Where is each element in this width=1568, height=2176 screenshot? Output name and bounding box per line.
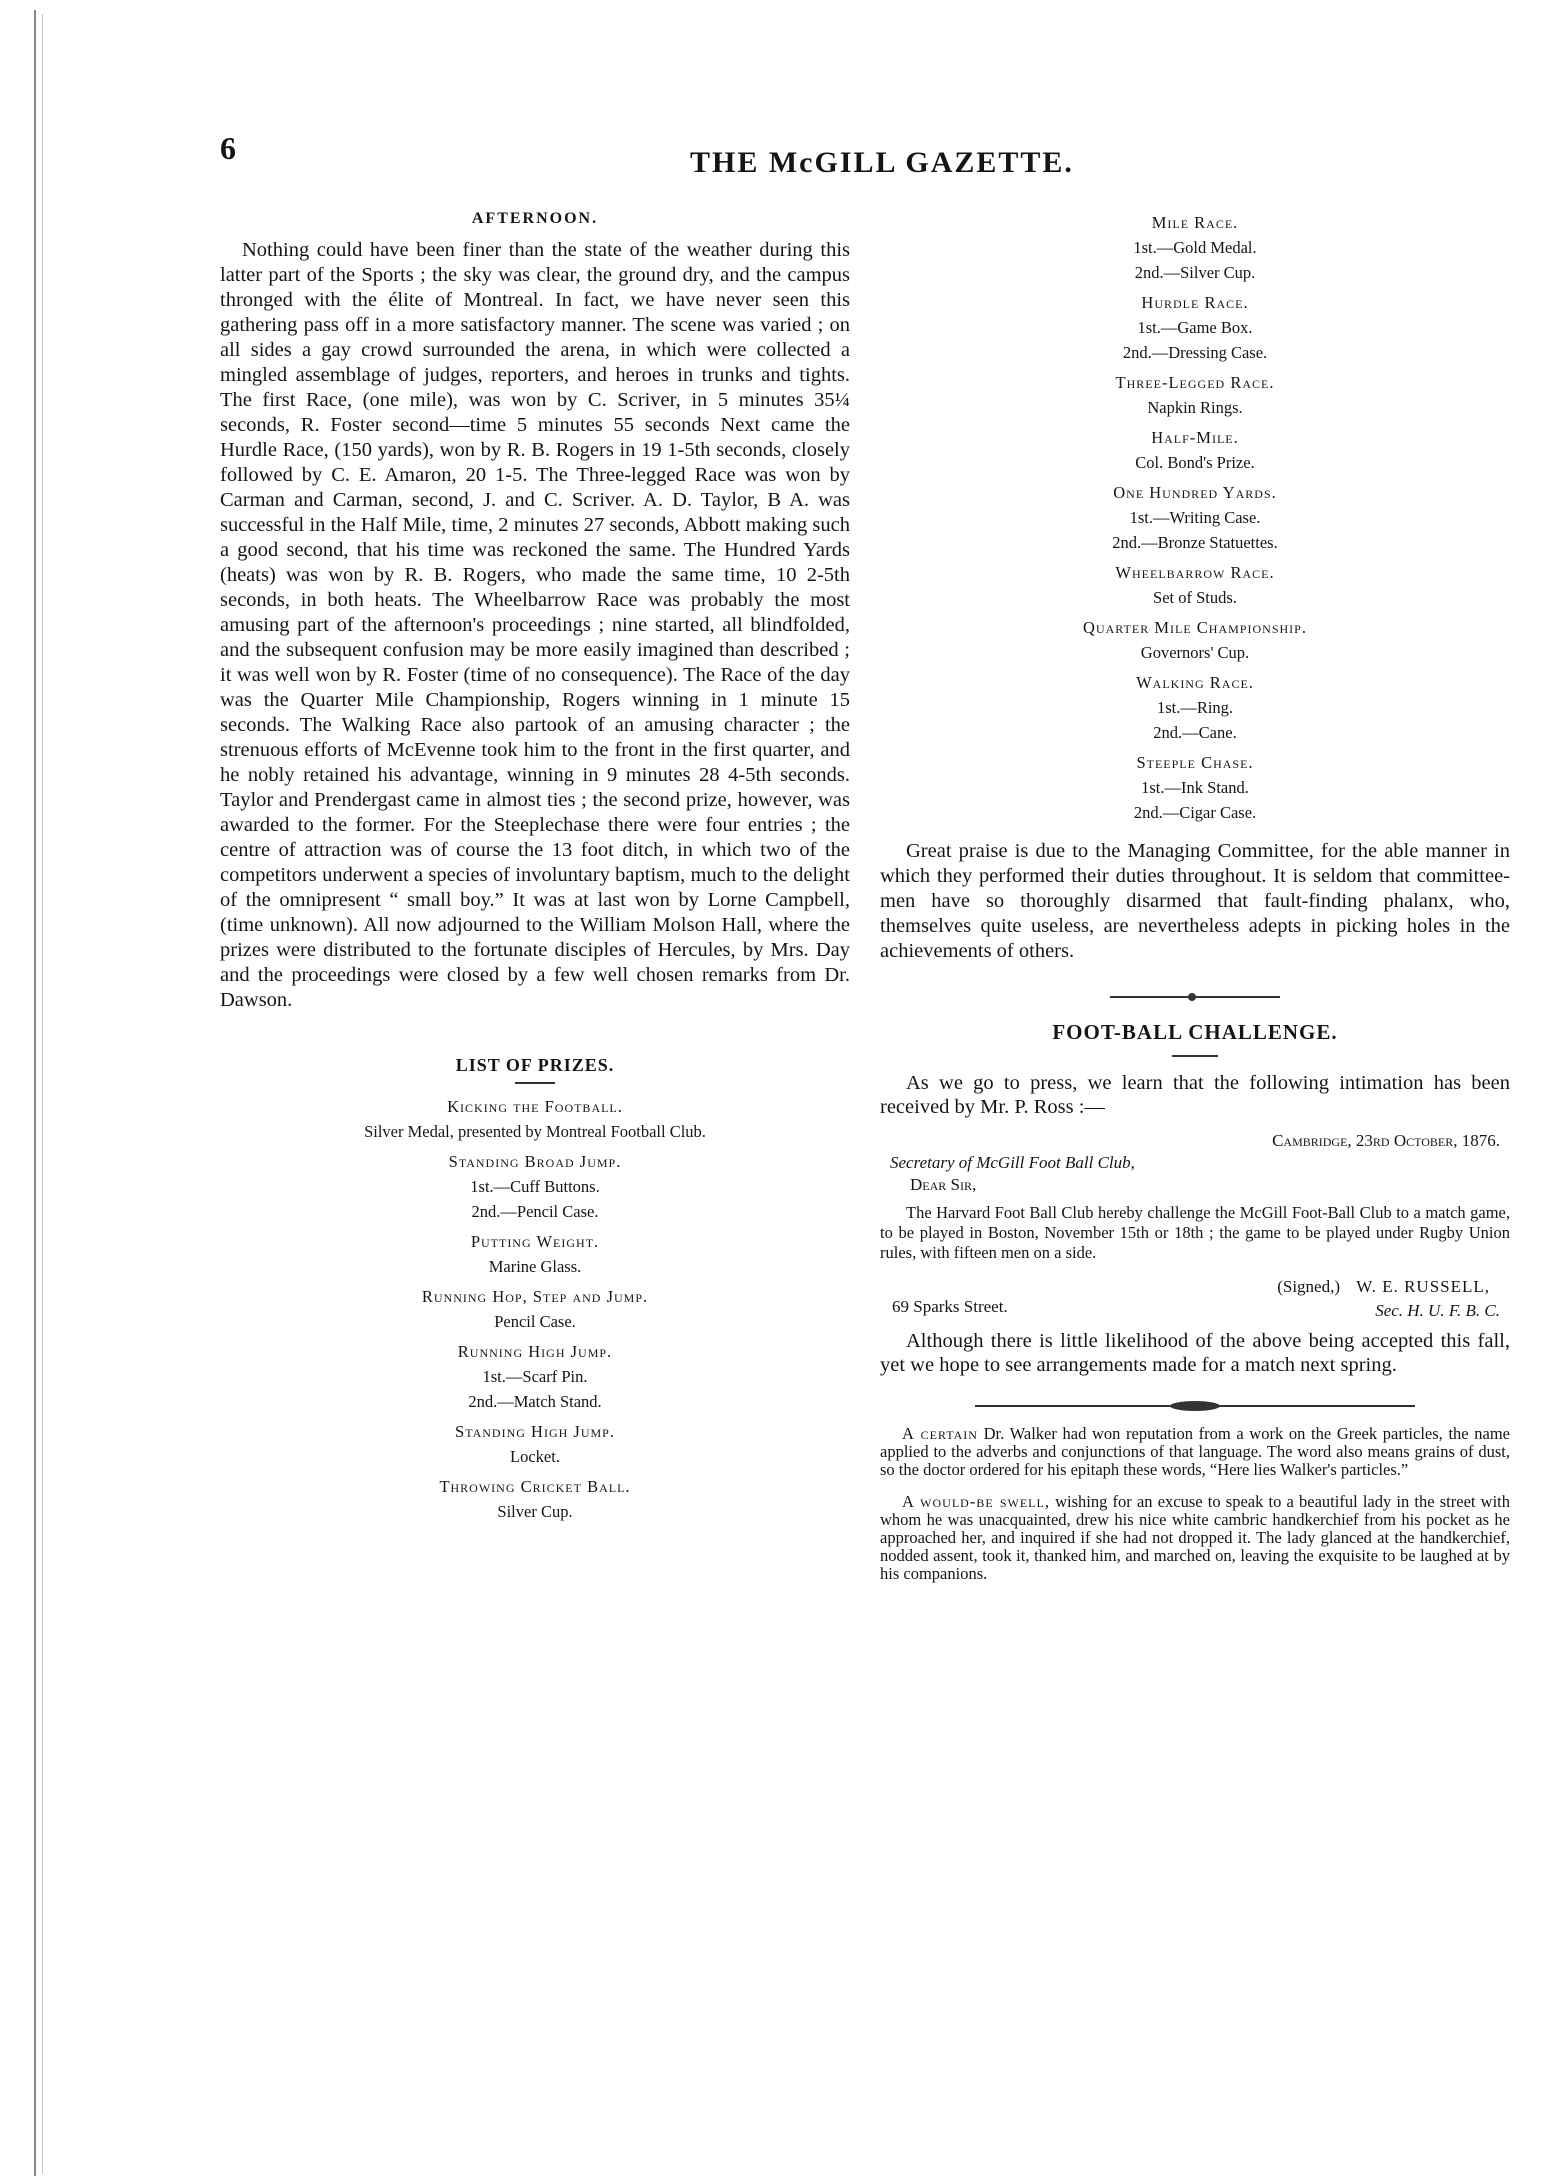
anecdote-walker [880,1425,1510,1479]
prize-item: 1st.—Writing Case. [1129,508,1261,527]
prize-list-title: LIST OF PRIZES. [455,1055,615,1075]
prize-item: Silver Cup. [497,1502,573,1521]
prize-item: Pencil Case. [494,1312,576,1331]
anecdote-text: wishing for an excuse to speak to a beautiful lady in the street with whom he was unacquainted, drew his nice white cambric handkerchief from his pocket as he approached her, and inquired if she had not dropped it. The lady glanced at the handkerchief, nodded assent, took it, thanked him, and marched on, leaving the exquisite to be laughed at by his companions. [880,1492,1510,1583]
letter-salutation: Dear Sir, [910,1175,977,1194]
football-heading: FOOT-BALL CHALLENGE. [1052,1020,1338,1044]
prize-list-rule [515,1082,555,1084]
prize-item: 1st.—Scarf Pin. [482,1367,588,1386]
prize-item: 1st.—Ring. [1156,698,1234,717]
prize-list-left [220,1096,850,1522]
section-divider [1110,996,1280,998]
prize-item: Governors' Cup. [1140,643,1250,662]
event-name: Quarter Mile Championship. [1083,618,1307,637]
event-name: Three-Legged Race. [1115,373,1275,392]
football-closing: Although there is little likelihood of the above being accepted this fall, yet we hope to see arrangements made for a match next spring. [880,1330,1510,1376]
prize-item: 2nd.—Pencil Case. [471,1202,599,1221]
divider-dot [1188,993,1196,1001]
scan-page-edge [34,10,36,2176]
event-name: Steeple Chase. [1136,753,1254,772]
signed-label: (Signed,) [1277,1277,1340,1296]
event-name: Running High Jump. [457,1342,613,1361]
anecdote-swell [880,1493,1510,1583]
committee-praise: Great praise is due to the Managing Committee, for the able manner in which they performed their duties throughout. It is seldom that committee-men have so thoroughly disarmed that fault-finding phalanx, who, themselves quite useless, are nevertheless adepts in picking holes in the achievements of others. [880,840,1510,962]
football-intro: As we go to press, we learn that the following intimation has been received by Mr. P. Ross :— [880,1072,1510,1118]
letter-body: The Harvard Foot Ball Club hereby challenge the McGill Foot-Ball Club to a match game, to be played in Boston, November 15th or 18th ; the game to be played under Rugby Union rules, with fifteen men on a side. [880,1203,1510,1262]
event-name: Wheelbarrow Race. [1115,563,1275,582]
afternoon-report: Nothing could have been finer than the state of the weather during this latter part of the Sports ; the sky was clear, the ground dry, and the campus thronged with the élite of Montreal. In fact, we have never seen this gathering pass off in a more satisfactory manner. The scene was varied ; on all sides a gay crowd surrounded the arena, in which were collected a mingled assemblage of judges, reporters, and heroes in trunks and tights. The first Race, (one mile), was won by C. Scriver, in 5 minutes 35¼ seconds, R. Foster second—time 5 minutes 55 seconds Next came the Hurdle Race, (150 yards), won by R. B. Rogers in 19 1-5th seconds, closely followed by C. E. Amaron, 20 1-5. The Three-legged Race was won by Carman and Carman, second, J. and C. Scriver. A. D. Taylor, B A. was successful in the Half Mile, time, 2 minutes 27 seconds, Abbott making such a good second, that his time was reckoned the same. The Hundred Yards (heats) was won by R. B. Rogers, who made the same time, 10 2-5th seconds, in both heats. The Wheelbarrow Race was probably the most amusing part of the afternoon's proceedings ; nine started, all blindfolded, and the subsequent confusion may be more easily imagined than described ; it was well won by R. Foster (time of no consequence). The Race of the day was the Quarter Mile Championship, Rogers winning in 1 minute 15 seconds. The Walking Race also partook of an amusing character ; the strenuous efforts of McEvenne took him to the front in the first quarter, and he nobly retained his advantage, winning in 9 minutes 28 4-5th seconds. Taylor and Prendergast came in almost ties ; the second prize, however, was awarded to the former. For the Steeplechase there were four entries ; the centre of attraction was of course the 13 foot ditch, in which two of the competitors underwent a species of involuntary baptism, much to the delight of the omnipresent “ small boy.” It was at last won by Lorne Campbell, (time unknown). All now adjourned to the William Molson Hall, where the prizes were distributed to the fortunate disciples of Hercules, by Mrs. Day and the proceedings were closed by a few well chosen remarks from Dr. Dawson. [220,239,850,1011]
prize-item: Napkin Rings. [1147,398,1243,417]
scan-page-edge-inner [42,14,43,2174]
prize-item: Set of Studs. [1153,588,1237,607]
letter-date: Cambridge, 23rd October, 1876. [1272,1131,1500,1150]
anecdote-lead: A would-be swell, [902,1492,1050,1511]
event-name: Putting Weight. [470,1232,600,1251]
event-name: Walking Race. [1136,673,1254,692]
ornamental-divider [975,1405,1415,1407]
letter-signature [880,1277,1510,1321]
event-name: Standing High Jump. [455,1422,615,1441]
signer-name: W. E. RUSSELL, [1356,1277,1490,1296]
football-rule [1172,1055,1218,1057]
prize-item: 1st.—Cuff Buttons. [470,1177,600,1196]
prize-item: 2nd.—Silver Cup. [1134,263,1256,282]
left-column [220,210,850,1522]
page-number: 6 [220,130,236,166]
event-name: Standing Broad Jump. [448,1152,622,1171]
signer-title: Sec. H. U. F. B. C. [1375,1301,1500,1320]
event-name: One Hundred Yards. [1113,483,1277,502]
event-name: Running Hop, Step and Jump. [421,1287,649,1306]
anecdote-lead: A certain [902,1424,978,1443]
event-name: Mile Race. [1151,213,1239,232]
prize-item: Col. Bond's Prize. [1135,453,1255,472]
event-name: Throwing Cricket Ball. [439,1477,631,1496]
event-name: Half-Mile. [1151,428,1239,447]
prize-item: Silver Medal, presented by Montreal Football Club. [364,1122,706,1141]
running-head [220,128,1520,188]
event-name: Hurdle Race. [1141,293,1249,312]
prize-item: 2nd.—Match Stand. [468,1392,602,1411]
gazette-page [200,120,1510,1910]
prize-item: 1st.—Gold Medal. [1133,238,1257,257]
prize-item: Locket. [510,1447,560,1466]
anecdote-text: Dr. Walker had won reputation from a work on the Greek particles, the name applied to the adverbs and conjunctions of that language. The word also means grains of dust, so the doctor ordered for his epitaph these words, “Here lies Walker's particles.” [880,1424,1510,1479]
event-name: Kicking the Football. [447,1097,623,1116]
prize-item: 2nd.—Bronze Statuettes. [1112,533,1278,552]
journal-title: THE McGILL GAZETTE. [690,146,1074,179]
prize-list-right [880,212,1510,823]
prize-item: 2nd.—Cigar Case. [1133,803,1257,822]
street-address: 69 Sparks Street. [892,1297,1008,1316]
afternoon-heading: AFTERNOON. [471,210,599,227]
letter-addressee: Secretary of McGill Foot Ball Club, [890,1153,1135,1172]
prize-item: Marine Glass. [488,1257,582,1276]
prize-item: 1st.—Ink Stand. [1141,778,1249,797]
right-column [880,212,1510,1597]
prize-item: 2nd.—Dressing Case. [1122,343,1268,362]
prize-item: 2nd.—Cane. [1153,723,1237,742]
prize-item: 1st.—Game Box. [1137,318,1253,337]
ornament [1170,1401,1220,1411]
